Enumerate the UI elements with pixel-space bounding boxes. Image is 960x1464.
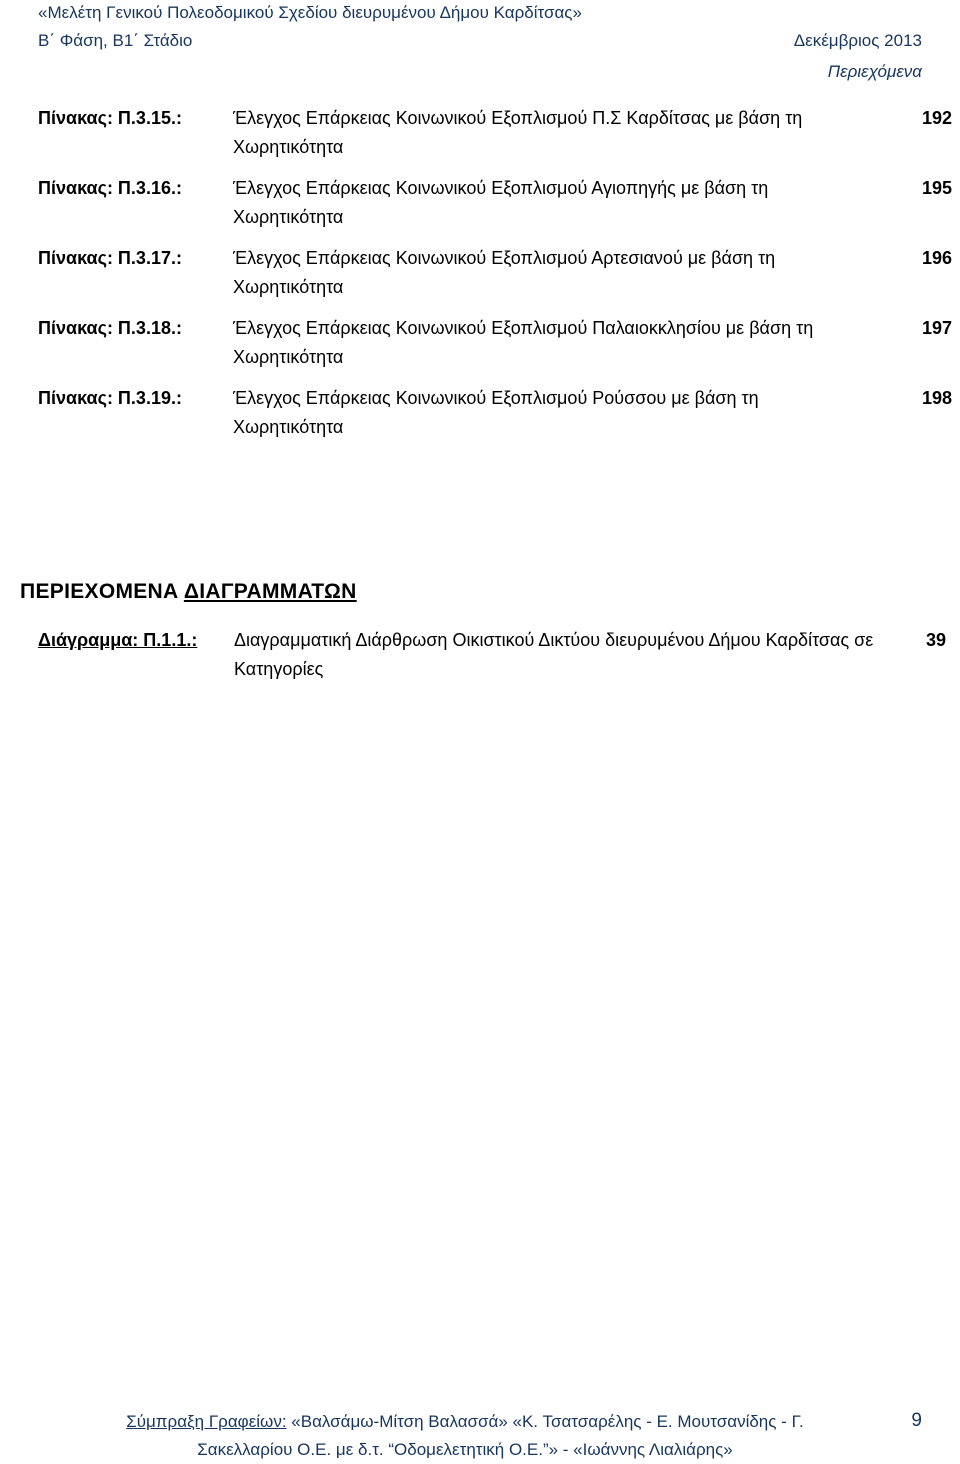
toc-label: Διάγραμμα: Π.1.1.: bbox=[38, 630, 198, 650]
phase-label: Β΄ Φάση, Β1΄ Στάδιο bbox=[38, 31, 193, 50]
footer-label: Σύμπραξη Γραφείων: bbox=[126, 1412, 287, 1431]
toc-page-number: 197 bbox=[921, 318, 952, 338]
toc-page-number: 196 bbox=[921, 248, 952, 268]
toc-description: Έλεγχος Επάρκειας Κοινωνικού Εξοπλισμού Παλαιοκκλησίου με βάση τη Χωρητικότητα bbox=[233, 318, 814, 367]
toc-description: Έλεγχος Επάρκειας Κοινωνικού Εξοπλισμού Π.Σ Καρδίτσας με βάση τη Χωρητικότητα bbox=[233, 108, 803, 157]
footer-text: «Βαλσάμω-Μίτση Βαλασσά» «Κ. Τσατσαρέλης - Ε. Μουτσανίδης - Γ. Σακελλαρίου Ο.Ε. με δ.τ. “Οδομελετητική Ο.Ε.”» - «Ιωάννης Λιαλιάρης» bbox=[197, 1412, 804, 1459]
toc-page-number: 39 bbox=[925, 630, 946, 650]
toc-label: Πίνακας: Π.3.19.: bbox=[38, 388, 182, 408]
toc-label: Πίνακας: Π.3.17.: bbox=[38, 248, 182, 268]
diagrams-heading-underlined: ΔΙΑΓΡΑΜΜΑΤΩΝ bbox=[183, 580, 357, 603]
toc-label: Πίνακας: Π.3.16.: bbox=[38, 178, 182, 198]
document-title: «Μελέτη Γενικού Πολεοδομικού Σχεδίου διευρυμένου Δήμου Καρδίτσας» bbox=[38, 3, 582, 22]
toc-label: Πίνακας: Π.3.15.: bbox=[38, 108, 182, 128]
toc-page-number: 198 bbox=[921, 388, 952, 408]
diagrams-heading bbox=[20, 580, 357, 604]
toc-page-number: 195 bbox=[921, 178, 952, 198]
toc-label: Πίνακας: Π.3.18.: bbox=[38, 318, 182, 338]
diagrams-heading-plain: ΠΕΡΙΕΧΟΜΕΝΑ bbox=[20, 580, 184, 603]
page-number: 9 bbox=[911, 1410, 922, 1431]
footer bbox=[80, 1408, 850, 1464]
toc-description: Διαγραμματική Διάρθρωση Οικιστικού Δικτύου διευρυμένου Δήμου Καρδίτσας σε Κατηγορίες bbox=[234, 630, 874, 679]
toc-page-number: 192 bbox=[921, 108, 952, 128]
section-name: Περιεχόμενα bbox=[827, 62, 922, 81]
header-meta bbox=[38, 31, 922, 51]
toc-description: Έλεγχος Επάρκειας Κοινωνικού Εξοπλισμού Αρτεσιανού με βάση τη Χωρητικότητα bbox=[233, 248, 776, 297]
toc-description: Έλεγχος Επάρκειας Κοινωνικού Εξοπλισμού Αγιοπηγής με βάση τη Χωρητικότητα bbox=[233, 178, 769, 227]
toc-description: Έλεγχος Επάρκειας Κοινωνικού Εξοπλισμού Ρούσσου με βάση τη Χωρητικότητα bbox=[233, 388, 759, 437]
date-label: Δεκέμβριος 2013 bbox=[793, 31, 922, 50]
